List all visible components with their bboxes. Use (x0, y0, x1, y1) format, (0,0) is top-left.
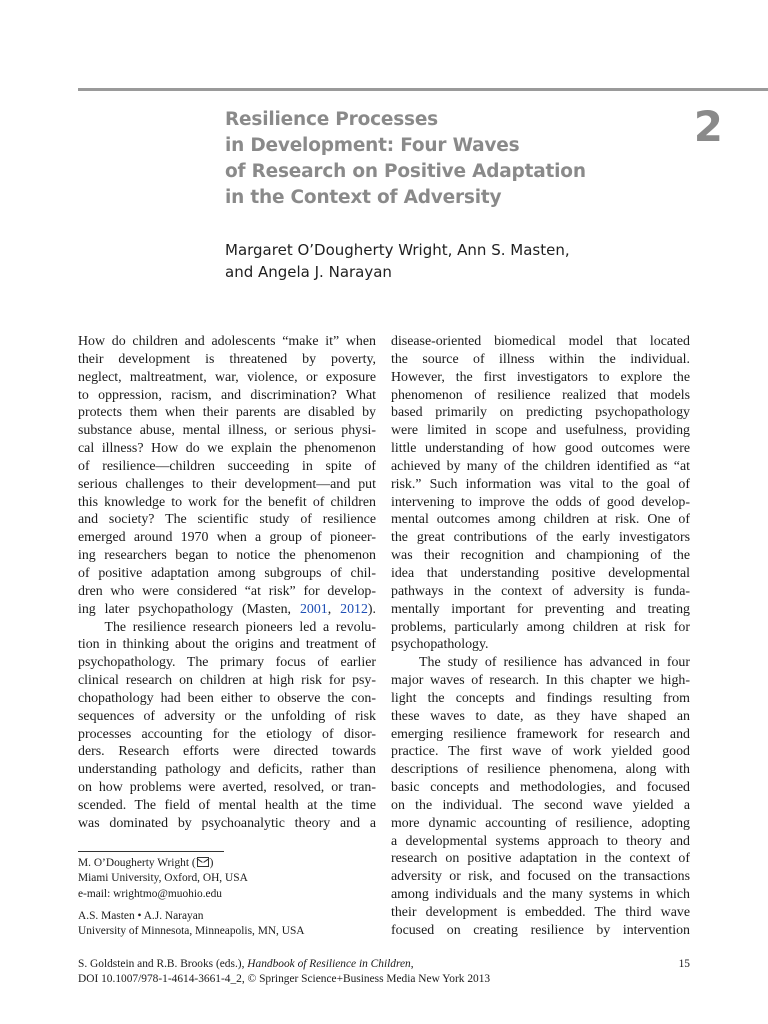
envelope-icon[interactable] (197, 857, 209, 867)
co-authors: A.S. Masten • A.J. Narayan (78, 909, 204, 922)
chapter-title-line: of Research on Positive Adaptation (225, 161, 586, 182)
text-line: clinical research on children at high risk for psy- (78, 673, 376, 689)
top-rule (78, 88, 768, 91)
text-line: were limited in scope and usefulness, providing (391, 423, 690, 439)
citation-line (78, 601, 376, 619)
text-line: and society? The scientific study of resilience (78, 512, 376, 528)
text-line: intervening to improve the odds of good develop- (391, 494, 690, 510)
text-line: mentally important for preventing and treating (391, 601, 690, 617)
chapter-authors (225, 240, 645, 283)
text-line: was their recognition and championing of the (391, 548, 690, 564)
text-line: The study of resilience has advanced in four (391, 655, 690, 671)
text-line: to oppression, racism, and discrimination? What (78, 387, 376, 403)
chapter-title-line: in the Context of Adversity (225, 187, 502, 208)
chapter-number: 2 (693, 102, 723, 151)
citation-link-2001[interactable]: 2001 (299, 601, 328, 617)
text-line: serious challenges to their development—and put (78, 476, 376, 492)
text-line: neglect, maltreatment, war, violence, or exposure (78, 369, 376, 385)
citation-line-1 (78, 957, 698, 972)
text-line: substance abuse, mental illness, or serious physi- (78, 423, 376, 439)
corresponding-author (78, 856, 378, 871)
chapter-title-line: Resilience Processes (225, 109, 438, 130)
doi-line: DOI 10.1007/978-1-4614-3661-4_2, © Springer Science+Business Media New York 2013 (78, 973, 491, 986)
text-line: descriptions of resilience phenomena, along with (391, 762, 690, 778)
page-number: 15 (678, 958, 690, 970)
corresponding-author-close: ) (209, 857, 214, 869)
text-line: emerging resilience framework for research and (391, 726, 690, 742)
text-line: major waves of research. In this chapter we high- (391, 673, 690, 689)
text-line: achieved by many of the children identified as “at (391, 458, 690, 474)
text-line: their development is threatened by poverty, (78, 351, 376, 367)
footnote-rule (78, 851, 224, 852)
text-line: psychopathology. The primary focus of earlier (78, 655, 376, 671)
text-line: The resilience research pioneers led a revolu- (78, 619, 376, 635)
text-line: of resilience—children succeeding in spite of (78, 458, 376, 474)
text-line: light the concepts and findings resulting from (391, 690, 690, 706)
text-line: basic concepts and methodologies, and focused (391, 780, 690, 796)
text-line: of positive adaptation among subgroups of chil- (78, 565, 376, 581)
text-line: cal illness? How do we explain the phenomenon (78, 441, 376, 457)
citation-comma: , (410, 958, 414, 970)
right-column (391, 333, 690, 940)
text-line: mental outcomes among children at risk. One of (391, 512, 690, 528)
text-line: tion in thinking about the origins and treatment of (78, 637, 376, 653)
text-line: among individuals and the many systems in which (391, 887, 690, 903)
text-line: dren who were considered “at risk” for develop- (78, 583, 376, 599)
text-line: idea that understanding positive developmental (391, 565, 690, 581)
citation-link-2012[interactable]: 2012 (340, 601, 368, 617)
text-line: more dynamic accounting of resilience, adopting (391, 815, 690, 831)
text-line: risk.” Such information was vital to the goal of (391, 476, 690, 492)
author-footnotes (78, 856, 378, 939)
citation-prefix: ing later psychopathology (Masten, (78, 601, 300, 617)
text-line: chopathology had been either to observe the con- (78, 690, 376, 706)
text-line: ing researchers began to notice the phenomenon (78, 548, 376, 564)
text-line: protects them when their parents are disabled by (78, 405, 376, 421)
author-line: Margaret O’Dougherty Wright, Ann S. Masten, (225, 241, 570, 259)
text-line: adversity or risk, and focused on the transactions (391, 869, 690, 885)
text-line: psychopathology. (391, 637, 489, 653)
text-line: ders. Research efforts were directed towards (78, 744, 376, 760)
chapter-title (225, 107, 645, 211)
text-line: based primarily on predicting psychopathology (391, 405, 690, 421)
text-line: these waves to date, as they have shaped an (391, 708, 690, 724)
text-line: pathways in the context of adversity is funda- (391, 583, 690, 599)
chapter-title-line: in Development: Four Waves (225, 135, 520, 156)
left-column (78, 333, 376, 833)
affiliation-1: Miami University, Oxford, OH, USA (78, 872, 248, 885)
text-line: practice. The first wave of work yielded good (391, 744, 690, 760)
text-line: How do children and adolescents “make it” when (78, 334, 376, 349)
text-line: processes accounting for the etiology of disor- (78, 726, 376, 742)
text-line: focused on creating resilience by intervention (391, 922, 690, 938)
text-line: However, the first investigators to explore the (391, 369, 690, 385)
text-line: the source of illness within the individual. (391, 351, 690, 367)
text-line: problems, particularly among children at risk for (391, 619, 690, 635)
text-line: sequences of adversity or the unfolding of risk (78, 708, 376, 724)
book-title: Handbook of Resilience in Children (247, 958, 411, 970)
text-line: the great contributions of the early investigators (391, 530, 690, 546)
citation-separator: , (327, 601, 341, 617)
text-line: on how problems were averted, resolved, or tran- (78, 780, 376, 796)
text-line: scended. The field of mental health at the time (78, 797, 376, 813)
text-line: a developmental systems approach to theory and (391, 833, 690, 849)
editors: S. Goldstein and R.B. Brooks (eds.), (78, 958, 248, 970)
text-line: this knowledge to work for the benefit of children (78, 494, 376, 510)
author-email[interactable]: e-mail: wrightmo@muohio.edu (78, 887, 222, 900)
text-line: on the individual. The second wave yielded a (391, 797, 690, 813)
affiliation-2: University of Minnesota, Minneapolis, MN, USA (78, 925, 305, 938)
citation-suffix: ). (367, 601, 376, 617)
corresponding-author-name: M. O’Dougherty Wright ( (78, 857, 196, 869)
author-line: and Angela J. Narayan (225, 262, 392, 281)
text-line: research on positive adaptation in the context of (391, 851, 690, 867)
text-line: disease-oriented biomedical model that located (391, 334, 690, 349)
text-line: phenomenon of resilience realized that models (391, 387, 690, 403)
text-line: was dominated by psychoanalytic theory and a (78, 815, 376, 831)
text-line: understanding pathology and deficits, rather than (78, 762, 376, 778)
publication-info (78, 957, 698, 988)
text-line: emerged around 1970 when a group of pioneer- (78, 530, 376, 546)
text-line: little understanding of how good outcomes were (391, 441, 690, 457)
text-line: their development is embedded. The third wave (391, 905, 690, 920)
